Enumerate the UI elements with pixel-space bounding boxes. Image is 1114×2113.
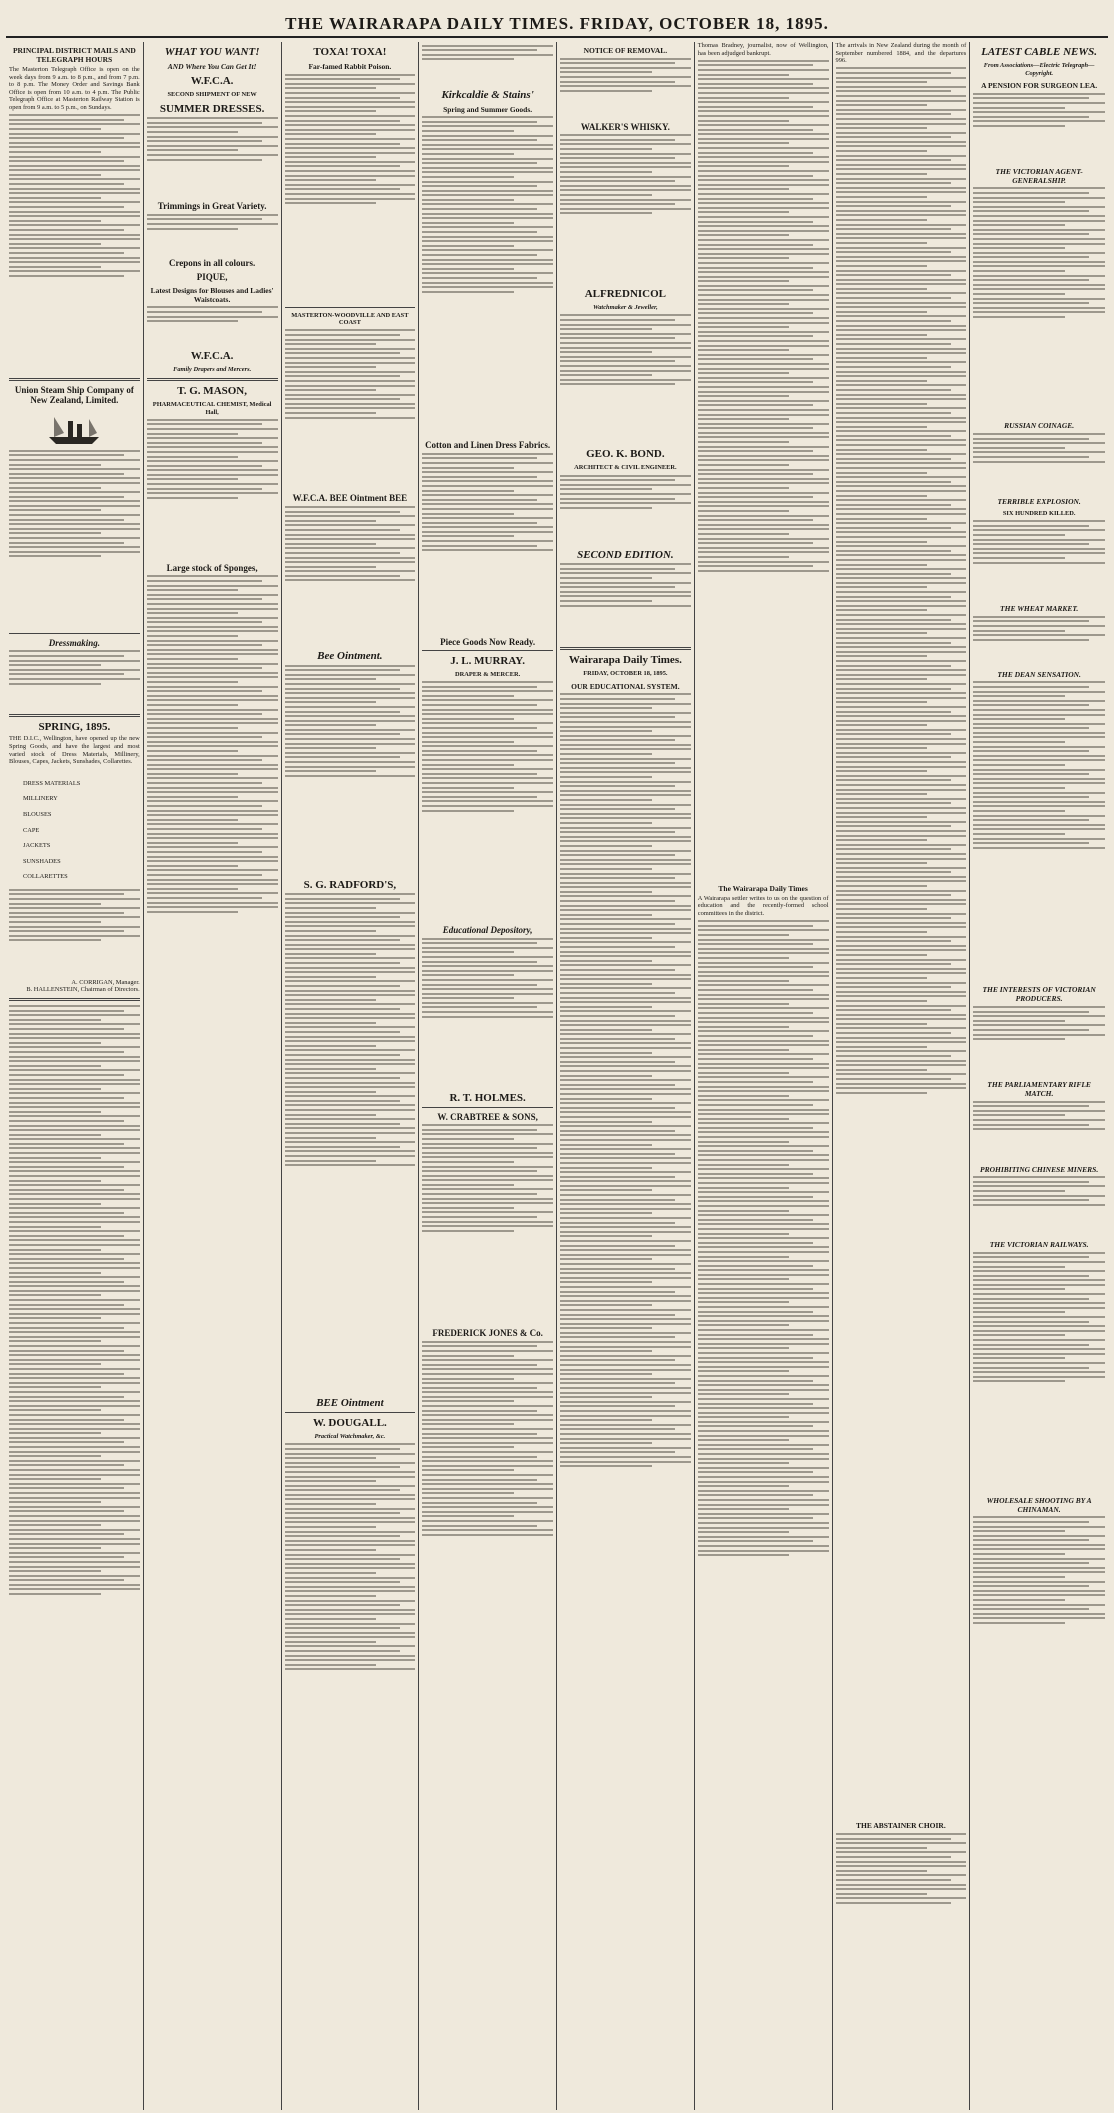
summer-dresses-heading: SUMMER DRESSES.	[159, 102, 265, 115]
agent-generalship-heading: THE VICTORIAN AGENT-GENERALSHIP.	[995, 166, 1083, 185]
murray-subheading: DRAPER & MERCER.	[455, 670, 521, 678]
russian-coinage-body	[973, 433, 1105, 493]
educational-system-heading: OUR EDUCATIONAL SYSTEM.	[571, 681, 680, 691]
column-6-lower-body	[698, 920, 829, 2020]
explosion-subheading: SIX HUNDRED KILLED.	[1002, 509, 1076, 517]
column-7	[833, 42, 971, 2110]
cotton-linen-body	[422, 453, 553, 633]
pension-lea-heading: A PENSION FOR SURGEON LEA.	[981, 81, 1098, 91]
crepons-heading: Crepons in all colours.	[168, 257, 256, 268]
news-items-body	[836, 67, 967, 1817]
summer-dresses-body	[147, 117, 278, 197]
kirkcaldie-body	[422, 116, 553, 436]
column-3-lower-body	[285, 1443, 416, 1863]
spring-list-item: SUNSHADES	[23, 857, 61, 865]
spring-list-item: BLOUSES	[23, 810, 52, 818]
bankruptcy-paragraph: Thomas Bradney, journalist, now of Wellington, has been adjudged bankrupt.	[697, 42, 829, 57]
walkers-whisky-body	[560, 134, 691, 284]
second-edition-body	[560, 563, 691, 643]
alfred-nicol-body	[560, 314, 691, 444]
education-letter-paragraph: A Wairarapa settler writes to us on the question of education and the recently-formed school committees in the district.	[697, 894, 829, 917]
spring-list-item: CAPE	[23, 826, 40, 834]
cable-news-source: From Associations—Electric Telegraph—Copyright.	[983, 62, 1095, 77]
rifle-match-body	[973, 1101, 1105, 1161]
rabbit-poison-heading: Far-famed Rabbit Poison.	[308, 62, 392, 71]
kirkcaldie-heading: Kirkcaldie & Stains'	[441, 88, 534, 101]
cotton-linen-heading: Cotton and Linen Dress Fabrics.	[425, 440, 551, 451]
column-1	[6, 42, 144, 2110]
columns	[6, 42, 1108, 2110]
mail-hours-text: The Masterton Telegraph Office is open on the week days from 9 a.m. to 8 p.m., and from 7 p.m. to 8 p.m. The Money Order and Savings Bank Office is open from 10 a.m. to 4 p.m. The Public Telegraph Office at Masterton Railway Station is open from 9 a.m. to 5 p.m., on Sundays.	[9, 66, 140, 111]
dressmaking-heading: Dressmaking.	[48, 637, 100, 648]
trimmings-heading: Trimmings in Great Variety.	[157, 201, 267, 212]
spring-list	[9, 766, 140, 881]
steamship-icon	[44, 407, 104, 447]
wheat-market-body	[973, 616, 1105, 666]
alfred-nicol-heading: ALFREDNICOL	[584, 288, 667, 301]
column-3	[282, 42, 420, 2110]
piece-goods-heading: Piece Goods Now Ready.	[440, 636, 536, 647]
educational-depository-body	[422, 938, 553, 1088]
mail-hours-heading: PRINCIPAL DISTRICT MAILS AND TELEGRAPH HOURS	[12, 46, 136, 64]
spring-body	[9, 889, 140, 979]
geo-bond-subheading: ARCHITECT & CIVIL ENGINEER.	[574, 464, 677, 472]
abstainer-choir-body	[836, 1833, 967, 1973]
toxa-body	[285, 74, 416, 304]
russian-coinage-heading: RUSSIAN COINAGE.	[1004, 421, 1075, 431]
dean-sensation-heading: THE DEAN SENSATION.	[997, 669, 1081, 679]
chinese-miners-heading: PROHIBITING CHINESE MINERS.	[980, 1164, 1099, 1174]
chinese-miners-body	[973, 1176, 1105, 1236]
coaches-body	[285, 329, 416, 489]
chinaman-shooting-heading: WHOLESALE SHOOTING BY A CHINAMAN.	[986, 1495, 1092, 1514]
victorian-railways-heading: THE VICTORIAN RAILWAYS.	[989, 1240, 1089, 1250]
notice-of-removal-heading: NOTICE OF REMOVAL.	[583, 46, 668, 55]
second-shipment-text: SECOND SHIPMENT OF NEW	[167, 91, 257, 98]
spring-summer-goods-text: Spring and Summer Goods.	[443, 104, 533, 114]
column-4-lower-body	[422, 1341, 553, 1701]
column-1-lower-body	[9, 1005, 140, 1705]
column-4	[419, 42, 557, 2110]
bee-ointment-notice-heading: W.F.C.A. BEE Ointment BEE	[292, 493, 408, 504]
spring-list-item: MILLINERY	[23, 795, 58, 803]
victorian-railways-body	[973, 1252, 1105, 1492]
geo-bond-body	[560, 475, 691, 545]
sponges-heading: Large stock of Sponges,	[166, 562, 258, 573]
dougall-heading: W. DOUGALL.	[312, 1417, 387, 1430]
murray-heading: J. L. MURRAY.	[450, 654, 525, 667]
abstainer-choir-heading: THE ABSTAINER CHOIR.	[856, 1821, 946, 1831]
crabtree-heading: W. CRABTREE & SONS,	[437, 1111, 538, 1122]
educational-depository-heading: Educational Depository,	[442, 924, 533, 935]
notice-of-removal-body	[560, 58, 691, 118]
spring-list-item: DRESS MATERIALS	[23, 779, 81, 787]
latest-designs-body	[147, 306, 278, 346]
editorial-body	[560, 693, 691, 1793]
local-news-body	[698, 60, 829, 880]
bee-ointment-footer-heading: BEE Ointment	[316, 1397, 384, 1410]
column-8	[970, 42, 1108, 2110]
mason-body	[147, 419, 278, 559]
east-coast-coaches-text: MASTERTON-WOODVILLE AND EAST COAST	[291, 311, 409, 327]
editorial-date: FRIDAY, OCTOBER 18, 1895.	[583, 670, 668, 678]
spring-list-item: JACKETS	[23, 842, 51, 850]
superior-fabrics-body	[422, 45, 553, 85]
cable-news-heading: LATEST CABLE NEWS.	[981, 46, 1098, 58]
wfca-heading: W.F.C.A.	[190, 75, 234, 87]
victorian-producers-heading: THE INTERESTS OF VICTORIAN PRODUCERS.	[982, 985, 1096, 1004]
column-2-lower-body	[147, 575, 278, 1885]
explosion-heading: TERRIBLE EXPLOSION.	[997, 496, 1081, 506]
mason-heading: T. G. MASON,	[177, 384, 248, 397]
holmes-heading: R. T. HOLMES.	[449, 1091, 526, 1104]
masthead	[6, 8, 1108, 38]
murray-body	[422, 681, 553, 921]
frederick-jones-heading: FREDERICK JONES & Co.	[432, 1328, 543, 1339]
latest-designs-heading: Latest Designs for Blouses and Ladies' Waistcoats.	[150, 285, 274, 304]
agent-generalship-body	[973, 187, 1105, 417]
arrivals-paragraph: The arrivals in New Zealand during the month of September numbered 1884, and the departures 996.	[835, 42, 967, 65]
spring-manager-signature: A. CORRIGAN, Manager.	[71, 978, 140, 986]
radford-body	[285, 893, 416, 1393]
spring-heading: SPRING, 1895.	[38, 721, 111, 734]
daily-times-reference: The Wairarapa Daily Times	[718, 883, 808, 893]
daily-times-nameplate: Wairarapa Daily Times.	[568, 654, 682, 667]
masthead-title: THE WAIRARAPA DAILY TIMES. FRIDAY, OCTOBER 18, 1895.	[285, 14, 829, 33]
geo-bond-heading: GEO. K. BOND.	[586, 448, 665, 461]
spring-text: THE D.I.C., Wellington, have opened up the new Spring Goods, and have the largest and most varied stock of Dress Materials, Millinery, Blouses, Capes, Jackets, Sunshades, Collarettes.	[9, 735, 140, 766]
dean-sensation-body	[973, 681, 1105, 981]
mail-hours-body	[9, 114, 140, 374]
explosion-body	[973, 520, 1105, 600]
pique-heading: PIQUE,	[196, 271, 228, 282]
bee-ointment-body	[285, 665, 416, 875]
spring-list-item: COLLARETTES	[23, 873, 68, 881]
victorian-producers-body	[973, 1006, 1105, 1076]
spring-chairman-signature: B. HALLENSTEIN, Chairman of Directors.	[26, 986, 140, 994]
mason-subheading: PHARMACEUTICAL CHEMIST, Medical Hall,	[152, 400, 272, 416]
toxa-heading: TOXA! TOXA!	[313, 46, 387, 58]
union-steam-ship-heading: Union Steam Ship Company of New Zealand, Limited.	[14, 385, 134, 406]
column-6	[695, 42, 833, 2110]
wheat-market-heading: THE WHEAT MARKET.	[1000, 604, 1079, 614]
dougall-subheading: Practical Watchmaker, &c.	[314, 1433, 386, 1441]
alfred-nicol-subheading: Watchmaker & Jeweller,	[593, 304, 658, 312]
column-5	[557, 42, 695, 2110]
trimmings-body	[147, 214, 278, 254]
family-drapers-text: Family Drapers and Mercers.	[173, 366, 252, 374]
crabtree-body	[422, 1124, 553, 1324]
second-edition-heading: SECOND EDITION.	[577, 548, 674, 561]
chinaman-shooting-body	[973, 1516, 1105, 1716]
walkers-whisky-heading: WALKER'S WHISKY.	[580, 121, 670, 132]
where-you-can-get-it: AND Where You Can Get It!	[167, 62, 257, 71]
radford-heading: S. G. RADFORD'S,	[303, 878, 397, 891]
pension-lea-body	[973, 93, 1105, 163]
bee-ointment-notice-body	[285, 506, 416, 646]
column-2	[144, 42, 282, 2110]
bee-ointment-heading: Bee Ointment.	[317, 649, 383, 662]
what-you-want-heading: WHAT YOU WANT!	[164, 46, 260, 58]
dressmaking-body	[9, 650, 140, 710]
wfca-footer-heading: W.F.C.A.	[190, 350, 234, 363]
rifle-match-heading: THE PARLIAMENTARY RIFLE MATCH.	[987, 1079, 1091, 1098]
ship-sailings-body	[9, 450, 140, 630]
